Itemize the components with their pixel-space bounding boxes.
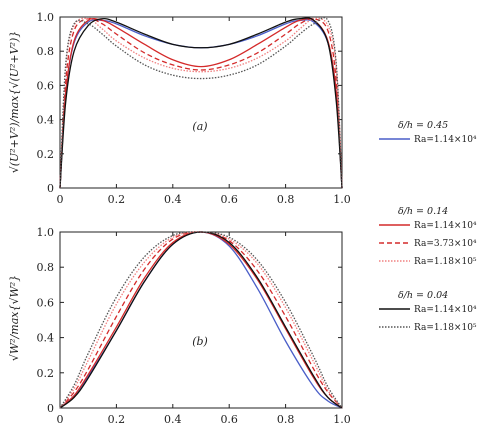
y-tick-label: 0.2	[36, 147, 54, 161]
series-line-3	[60, 232, 342, 408]
x-tick-label: 0.4	[164, 193, 182, 206]
y-tick-label: 0.8	[36, 45, 54, 59]
legend-group-header: δ/h = 0.45	[398, 120, 449, 131]
legend-entry-label: Ra=1.14×10⁴	[414, 221, 477, 231]
series-line-2	[60, 232, 342, 408]
series-line-4	[60, 232, 342, 408]
series-line-3	[60, 18, 342, 188]
x-tick-label: 0.8	[276, 413, 295, 426]
series-line-4	[60, 18, 342, 188]
y-tick-label: 0.4	[36, 331, 54, 345]
chart-panel-a	[8, 11, 351, 206]
legend-entry-label: Ra=1.14×10⁴	[414, 135, 477, 145]
series-line-5	[60, 232, 342, 408]
plot-frame	[60, 232, 342, 408]
series-line-2	[60, 19, 342, 188]
panel-label: (b)	[192, 335, 208, 348]
x-tick-label: 0	[56, 413, 64, 426]
legend-entry-label: Ra=3.73×10⁴	[414, 239, 477, 249]
y-tick-label: 0	[47, 182, 54, 195]
legend-entry-label: Ra=1.18×10⁵	[414, 323, 477, 333]
legend-group-3	[379, 290, 477, 333]
legend-entry-label: Ra=1.18×10⁵	[414, 257, 477, 267]
series-line-6	[60, 18, 342, 188]
series-line-1	[60, 20, 342, 188]
y-axis-label: √W²/max{√W²}	[8, 274, 21, 362]
series-line-5	[60, 18, 342, 188]
y-tick-label: 0.4	[36, 113, 54, 127]
plot-frame	[60, 17, 342, 188]
legend-group-1	[379, 120, 477, 145]
y-axis-label: √(U²+V²)/max{√(U²+V²)}	[8, 30, 21, 174]
x-tick-label: 0.4	[164, 413, 182, 426]
y-tick-label: 1.0	[36, 226, 54, 239]
legend	[379, 120, 477, 333]
series-line-1	[60, 232, 342, 408]
y-tick-label: 0.2	[36, 366, 54, 380]
x-tick-label: 1.0	[333, 413, 351, 426]
panel-label: (a)	[192, 120, 208, 133]
series-line-6	[60, 232, 342, 408]
y-tick-label: 0.6	[36, 296, 54, 310]
x-tick-label: 0.2	[107, 413, 126, 426]
legend-group-header: δ/h = 0.14	[398, 206, 449, 217]
y-tick-label: 0	[47, 402, 54, 415]
x-tick-label: 1.0	[333, 193, 351, 206]
y-tick-label: 0.8	[36, 261, 54, 275]
y-tick-label: 1.0	[36, 11, 54, 24]
chart-panel-b	[8, 226, 351, 426]
legend-group-2	[379, 206, 477, 267]
x-tick-label: 0.6	[220, 193, 238, 206]
legend-group-header: δ/h = 0.04	[398, 290, 449, 301]
x-tick-label: 0.8	[276, 193, 295, 206]
x-tick-label: 0.2	[107, 193, 126, 206]
y-tick-label: 0.6	[36, 79, 54, 93]
x-tick-label: 0.6	[220, 413, 238, 426]
x-tick-label: 0	[56, 193, 64, 206]
legend-entry-label: Ra=1.14×10⁴	[414, 305, 477, 315]
